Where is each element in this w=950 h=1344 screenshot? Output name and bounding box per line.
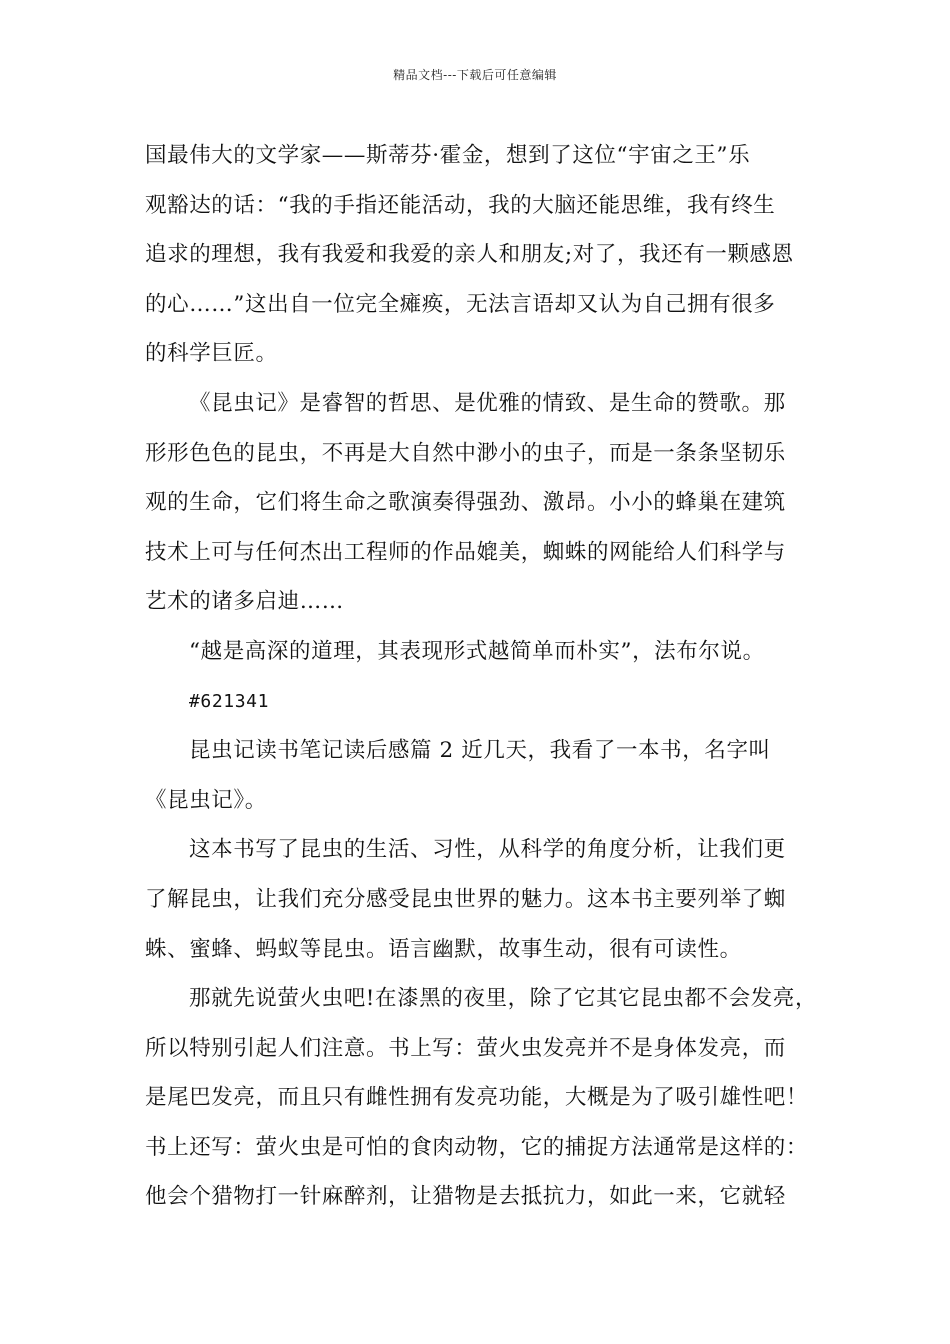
text-line: 观的生命，它们将生命之歌演奏得强劲、激昂。小小的蜂巢在建筑 — [145, 490, 786, 516]
text-line: 《昆虫记》。 — [145, 787, 267, 813]
text-line: 国最伟大的文学家——斯蒂芬·霍金，想到了这位“宇宙之王”乐 — [145, 143, 751, 168]
id-code-line: #621341 — [189, 690, 270, 712]
section-title-line: 昆虫记读书笔记读后感篇 2 近几天，我看了一本书，名字叫 — [189, 738, 771, 764]
text-line: 艺术的诸多启迪…… — [145, 589, 344, 615]
text-line: 蛛、蜜蜂、蚂蚁等昆虫。语言幽默，故事生动，很有可读性。 — [145, 936, 742, 962]
text-line: 所以特别引起人们注意。书上写：萤火虫发亮并不是身体发亮，而 — [145, 1035, 786, 1061]
paragraph-start-line: 这本书写了昆虫的生活、习性，从科学的角度分析，让我们更 — [189, 837, 786, 863]
text-line: 追求的理想，我有我爱和我爱的亲人和朋友;对了，我还有一颗感恩 — [145, 242, 794, 268]
quote-line: “越是高深的道理，其表现形式越简单而朴实”，法布尔说。 — [189, 638, 765, 664]
text-line: 观豁达的话：“我的手指还能活动，我的大脑还能思维，我有终生 — [145, 192, 776, 218]
text-line: 的科学巨匠。 — [145, 341, 278, 367]
text-line: 书上还写：萤火虫是可怕的食肉动物，它的捕捉方法通常是这样的： — [145, 1134, 809, 1160]
text-line: 形形色色的昆虫，不再是大自然中渺小的虫子，而是一条条坚韧乐 — [145, 440, 786, 466]
document-body — [145, 131, 818, 1222]
text-line: 的心……”这出自一位完全瘫痪，无法言语却又认为自己拥有很多 — [145, 291, 776, 317]
text-line: 是尾巴发亮，而且只有雌性拥有发亮功能，大概是为了吸引雄性吧！ — [145, 1085, 809, 1111]
text-line: 他会个猎物打一针麻醉剂，让猎物是去抵抗力，如此一来，它就轻 — [145, 1184, 786, 1210]
text-line: 技术上可与任何杰出工程师的作品媲美，蜘蛛的网能给人们科学与 — [145, 539, 786, 565]
paragraph-start-line: 《昆虫记》是睿智的哲思、是优雅的情致、是生命的赞歌。那 — [189, 390, 786, 416]
paragraph-start-line: 那就先说萤火虫吧!在漆黑的夜里，除了它其它昆虫都不会发亮， — [189, 986, 818, 1012]
page-header: 精品文档---下载后可任意编辑 — [393, 68, 557, 82]
text-line: 了解昆虫，让我们充分感受昆虫世界的魅力。这本书主要列举了蜘 — [145, 886, 786, 912]
